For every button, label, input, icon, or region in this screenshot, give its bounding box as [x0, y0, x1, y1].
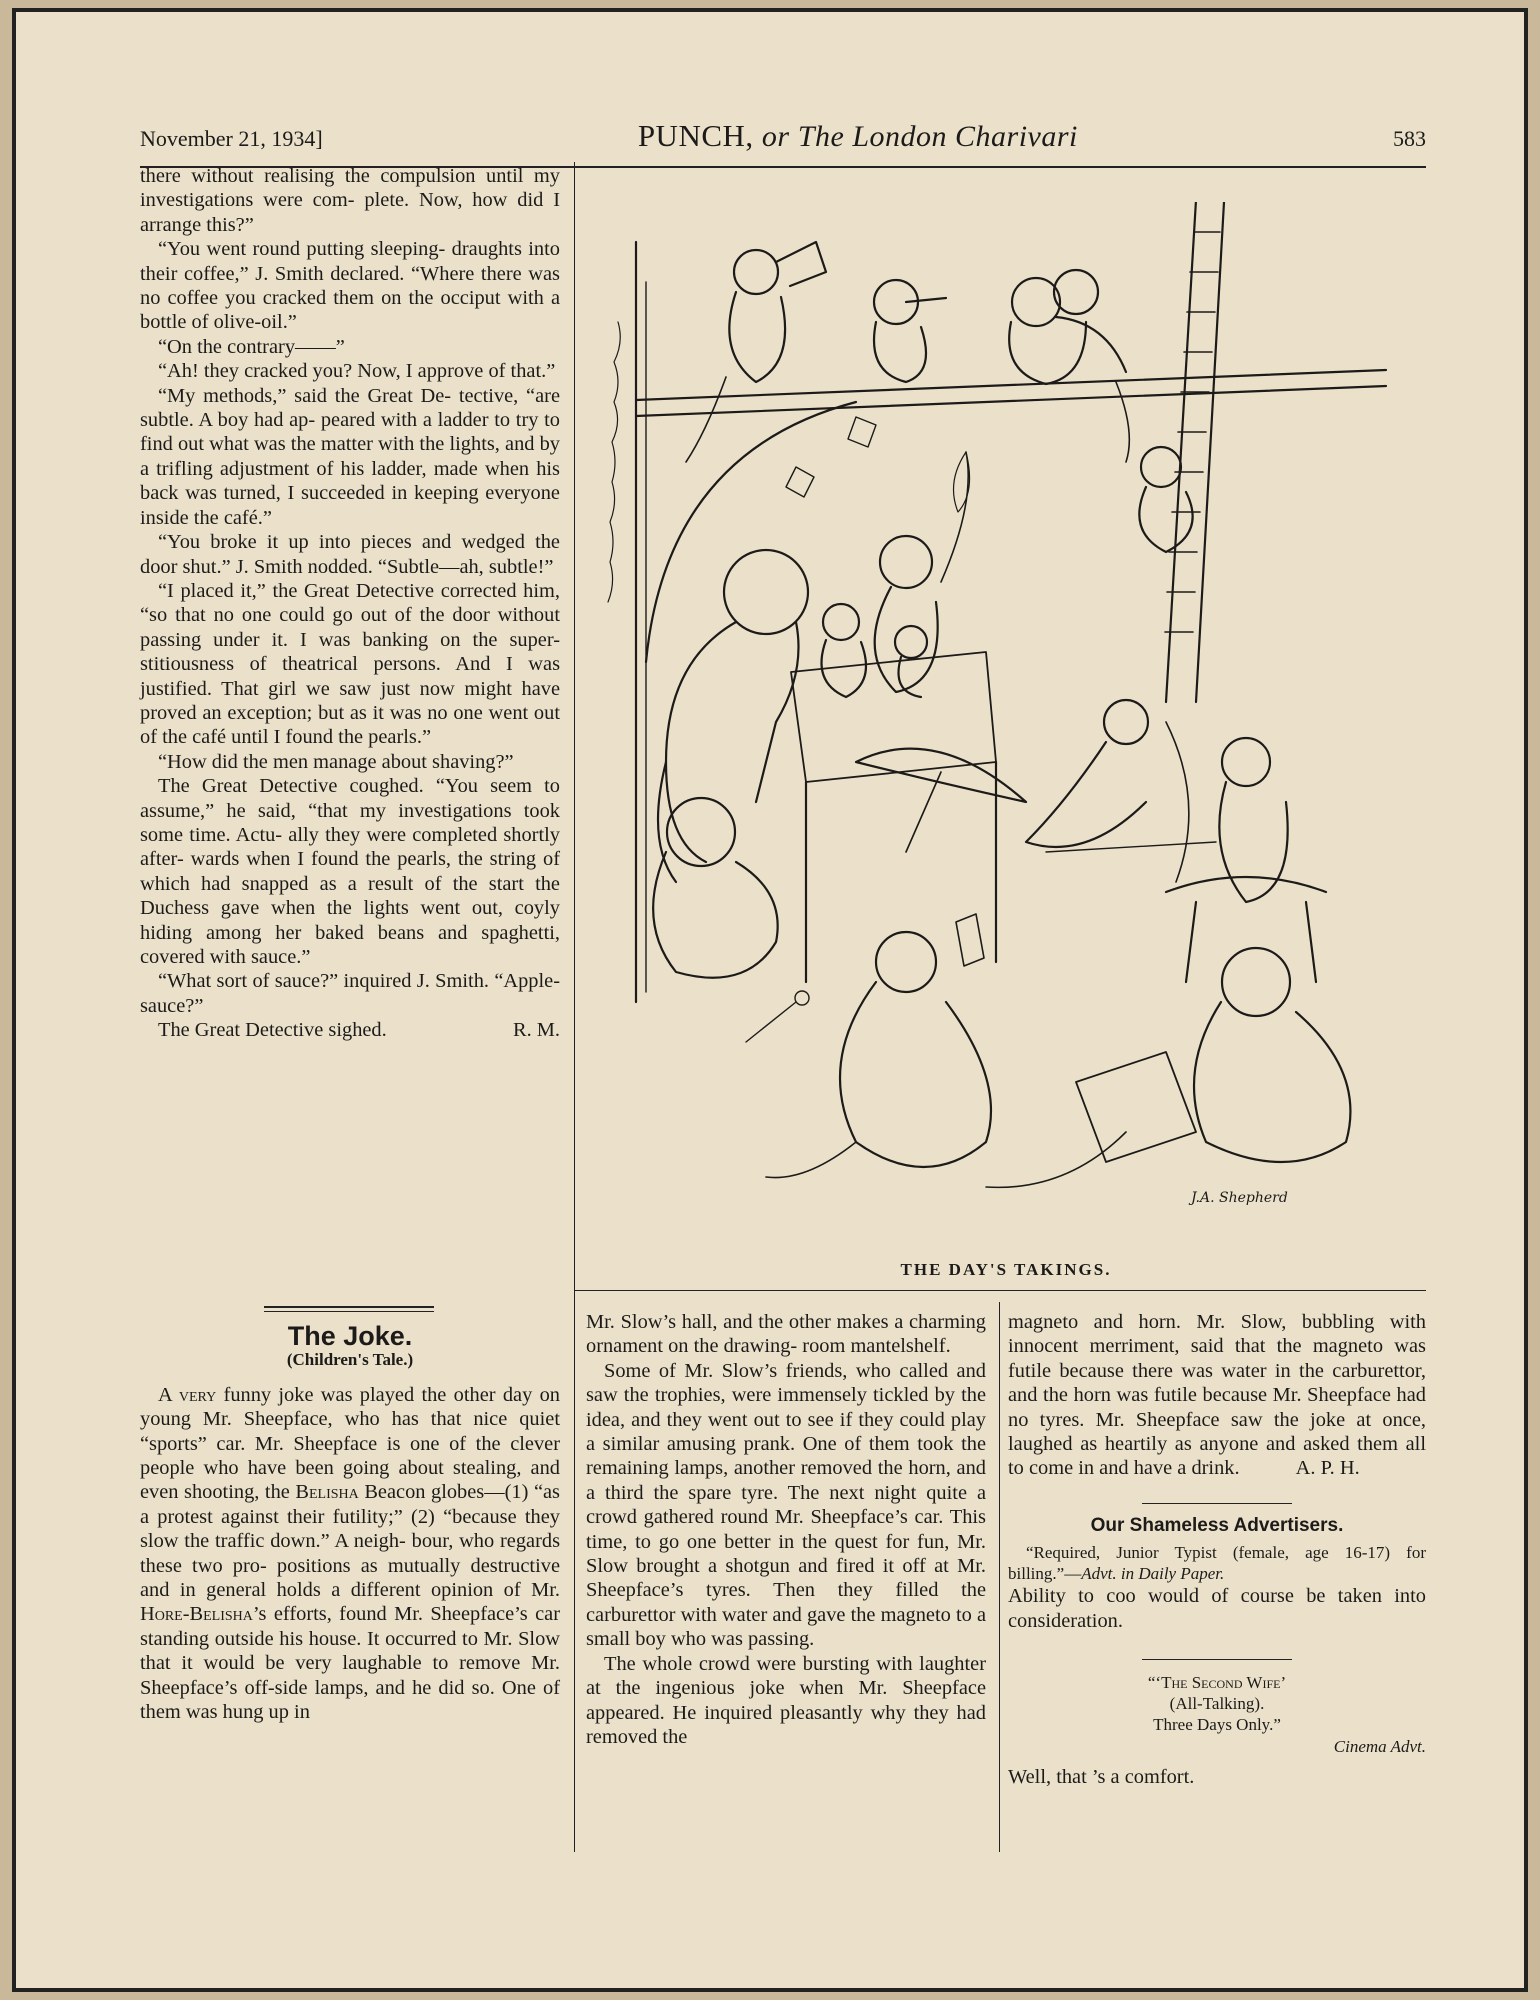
page-header — [140, 118, 1426, 168]
paragraph — [140, 1383, 560, 1725]
article-title: The Joke. — [287, 1321, 413, 1351]
text-run: Beacon globes—(1) “as a protest against their futility;” (2) “because they slow the traffic down.” A neigh- bour, who regards these two pro- positions as mutually destructive and in general holds a different opinion of Mr. — [140, 1481, 560, 1602]
masthead-or: or — [761, 120, 790, 153]
paragraph: “My methods,” said the Great De- tective, “are subtle. A boy had ap- peared with a ladder to try to find out what was the matter with the lights, and by a trifling adjustment of his ladder, made when his back was turned, I succeeded in keeping everyone inside the café.” — [140, 384, 560, 529]
advert-source: Cinema Advt. — [1333, 1737, 1426, 1757]
paragraph — [1008, 1310, 1426, 1481]
joke-column — [140, 1321, 560, 1725]
section-rule — [1142, 1503, 1292, 1504]
author-initials: R. M. — [512, 1019, 560, 1042]
name-belisha: Belisha — [295, 1481, 359, 1504]
section-rule — [264, 1311, 434, 1312]
paragraph: “I placed it,” the Great Detective corrected him, “so that no one could go out of the door without passing under it. I was banking on the super- stitiousness of theatrical persons. And I was justified. That girl we saw just now might have proved an exception; but as it was no one went out of the café until I found the pearls.” — [140, 579, 560, 749]
paragraph: there without realising the compulsion until my investigations were com- plete. Now, how did I arrange this?” — [140, 165, 560, 236]
joke-column-middle — [586, 1310, 986, 1749]
paragraph: Ability to coo would of course be taken into consideration. — [1008, 1585, 1426, 1632]
cinema-advert-line: Three Days Only.” — [1153, 1715, 1281, 1735]
article-subtitle: (Children's Tale.) — [286, 1350, 414, 1370]
story-column-left — [140, 164, 560, 1043]
advert-source: Advt. in Daily Paper. — [1081, 1564, 1225, 1584]
cartoon-illustration — [606, 202, 1426, 1202]
paragraph: “How did the men manage about shaving?” — [158, 750, 514, 773]
advert-quote — [1008, 1542, 1426, 1584]
author-initials: A. P. H. — [1295, 1457, 1360, 1480]
paragraph: “Ah! they cracked you? Now, I approve of that.” — [158, 360, 556, 383]
section-heading: Our Shameless Advertisers. — [1090, 1514, 1344, 1536]
masthead — [638, 118, 1078, 154]
paragraph: The Great Detective coughed. “You seem to assume,” he said, “that my investigations took some time. Actu- ally they were completed shortly after- wards when I found the pearls, the string of which had snapped as a result of the start the Duchess gave when the lights went out, coyly hiding among her baked beans and spaghetti, covered with sauce.” — [140, 775, 560, 968]
closing-line — [140, 1018, 560, 1042]
column-rule-right — [999, 1302, 1000, 1852]
page-number: 583 — [1393, 126, 1426, 151]
cinema-advert-line: (All-Talking). — [1169, 1694, 1265, 1714]
illustration-rule — [574, 1290, 1426, 1291]
lead-words: A very — [158, 1383, 217, 1406]
paragraph: The whole crowd were bursting with laughter at the ingenious joke when Mr. Sheepface appeared. He inquired pleasantly why they had removed the — [586, 1652, 986, 1748]
paragraph: Well, that ’s a comfort. — [1008, 1766, 1195, 1789]
paragraph: “On the contrary——” — [158, 335, 345, 358]
cinema-advert-line: “‘The Second Wife’ — [1147, 1673, 1287, 1693]
masthead-punch: PUNCH, — [637, 118, 754, 153]
paragraph: Some of Mr. Slow’s friends, who called and saw the trophies, were immensely tickled by the idea, and they went out to see if they could play a similar amusing prank. One of them took the remaining lamps, another removed the horn, and a third the spare tyre. The next night quite a crowd gathered round Mr. Sheepface’s car. This time, to go one better in the quest for fun, Mr. Slow brought a shotgun and fired it off at Mr. Sheepface’s tyres. Then they filled the carburettor with water and gave the magneto to a small boy who was passing. — [586, 1359, 986, 1651]
magazine-page — [12, 8, 1528, 1992]
masthead-charivari: The London Charivari — [797, 120, 1078, 153]
text-run: magneto and horn. Mr. Slow, bubbling with innocent merriment, said that the magneto was futile because there was water in the carburettor, and the horn was futile because Mr. Sheepface had no tyres. Mr. Sheepface saw the joke at once, laughed as heartily as anyone and asked them all to come in and have a drink. — [1008, 1311, 1426, 1480]
paragraph: “What sort of sauce?” inquired J. Smith. “Apple-sauce?” — [140, 970, 560, 1017]
issue-date: November 21, 1934] — [140, 126, 323, 151]
name-hore-belisha: Hore-Belisha — [140, 1603, 253, 1626]
column-rule-left — [574, 162, 575, 1852]
section-rule — [1142, 1659, 1292, 1660]
joke-column-right — [1008, 1310, 1426, 1790]
illustration-caption: THE DAY'S TAKINGS. — [900, 1260, 1112, 1279]
paragraph: Mr. Slow’s hall, and the other makes a charming ornament on the drawing- room mantelshelf. — [586, 1311, 986, 1358]
paragraph: “You went round putting sleeping- draughts into their coffee,” J. Smith declared. “Where there was no coffee you cracked them on the occiput with a bottle of olive-oil.” — [140, 238, 560, 334]
artist-signature: J.A. Shepherd — [1191, 1190, 1288, 1206]
text-run: funny joke was played the other day on young Mr. Sheepface, who has that nice quiet “sports” car. Mr. Sheepface is one of the clever people who have been going about stealing, and even shooting, the — [140, 1383, 560, 1504]
text-run: ’s efforts, found Mr. Sheepface’s car standing outside his house. It occurred to Mr. Slow that it would be very laughable to remove Mr. Sheepface’s off-side lamps, and he did so. One of them was hung up in — [140, 1603, 560, 1724]
paragraph: “You broke it up into pieces and wedged the door shut.” J. Smith nodded. “Subtle—ah, subtle!” — [140, 531, 560, 578]
closing-text: The Great Detective sighed. — [158, 1019, 387, 1042]
section-rule — [264, 1306, 434, 1308]
text-run: “Required, Junior Typist (female, age 16-17) for billing.”— — [1008, 1543, 1426, 1584]
